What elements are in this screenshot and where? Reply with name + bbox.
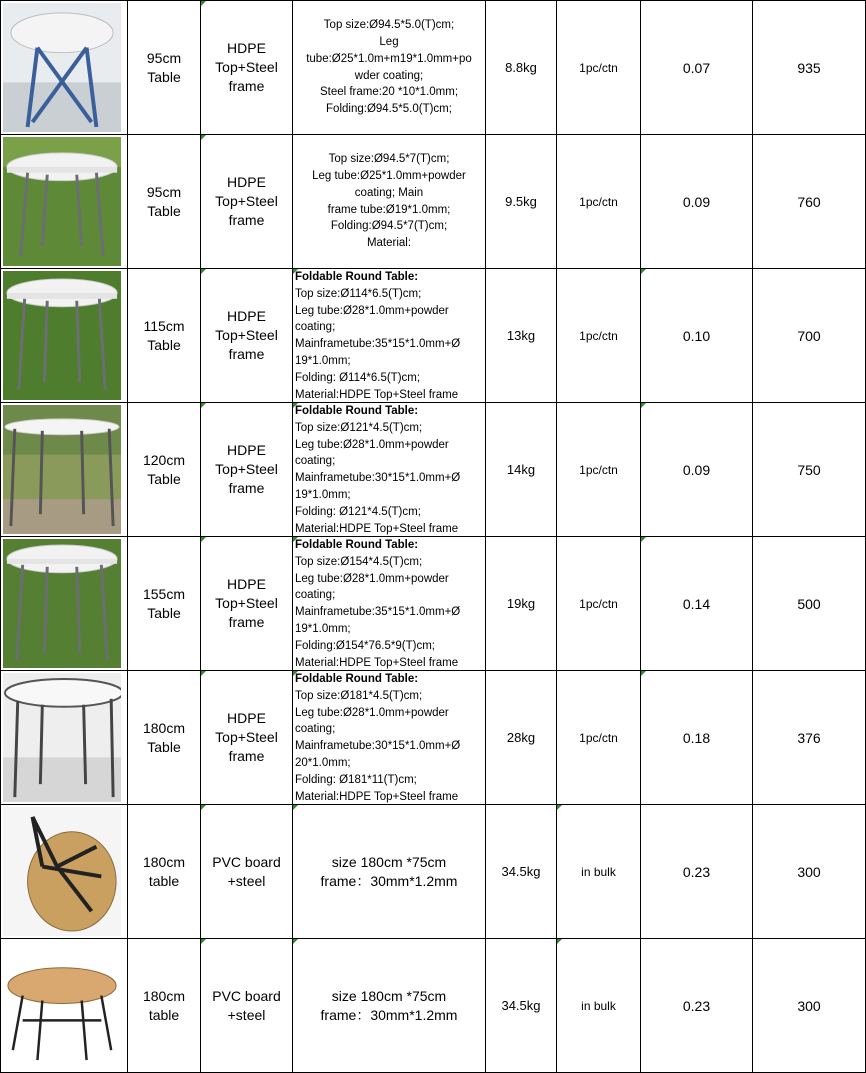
product-name: 180cm Table bbox=[142, 719, 186, 755]
product-name: 95cm Table bbox=[146, 49, 182, 85]
cbm-cell[interactable] bbox=[641, 403, 753, 537]
cbm: 0.09 bbox=[682, 193, 711, 210]
weight-cell[interactable] bbox=[486, 1, 557, 135]
cbm-cell[interactable] bbox=[641, 939, 753, 1073]
product-name-cell[interactable] bbox=[128, 671, 201, 805]
weight-cell[interactable] bbox=[486, 671, 557, 805]
material: PVC board +steel bbox=[212, 853, 281, 889]
weight-cell[interactable] bbox=[486, 135, 557, 269]
quantity-cell[interactable] bbox=[753, 671, 866, 805]
spec-heading: Foldable Round Table: bbox=[295, 271, 419, 283]
weight: 9.5kg bbox=[505, 194, 537, 209]
material-cell[interactable] bbox=[201, 1, 293, 135]
weight: 28kg bbox=[506, 730, 536, 745]
packing-cell[interactable] bbox=[557, 269, 641, 403]
material: HDPE Top+Steel frame bbox=[215, 308, 278, 362]
cbm-cell[interactable] bbox=[641, 135, 753, 269]
spec-cell[interactable] bbox=[293, 403, 486, 537]
cbm: 0.14 bbox=[682, 595, 711, 612]
spec-text: Top size:Ø181*4.5(T)cm; Leg tube:Ø28*1.0mm+powder coating; Mainframetube:30*15*1.0mm+Ø 20*1.0mm; Folding: Ø181*11(T)cm; Material:HDPE Top+Steel frame bbox=[295, 689, 461, 803]
weight-cell[interactable] bbox=[486, 939, 557, 1073]
comment-marker-icon bbox=[293, 939, 298, 944]
table-row bbox=[1, 805, 866, 939]
spec-cell[interactable] bbox=[293, 939, 486, 1073]
table-row bbox=[1, 135, 866, 269]
weight-cell[interactable] bbox=[486, 537, 557, 671]
material: PVC board +steel bbox=[212, 987, 281, 1023]
packing-cell[interactable] bbox=[557, 403, 641, 537]
material-cell[interactable] bbox=[201, 805, 293, 939]
quantity: 750 bbox=[797, 461, 821, 478]
packing-cell[interactable] bbox=[557, 805, 641, 939]
spec-text: Top size:Ø94.5*5.0(T)cm; Leg tube:Ø25*1.0m+m19*1.0mm+po wder coating; Steel frame:20 *10*1.0mm; Folding:Ø94.5*5.0(T)cm; bbox=[306, 19, 472, 116]
spec-cell[interactable] bbox=[293, 135, 486, 269]
photo-cell[interactable] bbox=[1, 537, 128, 671]
spec-cell[interactable] bbox=[293, 1, 486, 135]
product-name: 95cm Table bbox=[146, 183, 182, 219]
cbm: 0.18 bbox=[682, 729, 711, 746]
weight-cell[interactable] bbox=[486, 403, 557, 537]
product-name-cell[interactable] bbox=[128, 269, 201, 403]
packing: 1pc/ctn bbox=[579, 60, 618, 75]
product-name-cell[interactable] bbox=[128, 537, 201, 671]
packing: 1pc/ctn bbox=[579, 730, 618, 745]
packing: 1pc/ctn bbox=[579, 462, 618, 477]
cbm: 0.09 bbox=[682, 461, 711, 478]
material-cell[interactable] bbox=[201, 403, 293, 537]
spec-block bbox=[293, 671, 485, 805]
round-table-on-grass-photo bbox=[3, 271, 121, 400]
spec-text: Top size:Ø121*4.5(T)cm; Leg tube:Ø28*1.0mm+powder coating; Mainframetube:30*15*1.0mm+Ø 19*1.0mm; Folding: Ø121*4.5(T)cm; Material:HDPE Top+Steel frame bbox=[295, 421, 461, 535]
product-name: 115cm Table bbox=[143, 317, 185, 353]
product-name: 120cm Table bbox=[142, 451, 186, 487]
photo-cell[interactable] bbox=[1, 403, 128, 537]
quantity: 500 bbox=[797, 595, 821, 612]
quantity: 935 bbox=[797, 59, 821, 76]
cbm-cell[interactable] bbox=[641, 537, 753, 671]
comment-marker-icon bbox=[201, 939, 206, 944]
table-row bbox=[1, 1, 866, 135]
spec-text: size 180cm *75cm frame：30mm*1.2mm bbox=[320, 853, 458, 889]
table-row bbox=[1, 671, 866, 805]
spec-text: Top size:Ø154*4.5(T)cm; Leg tube:Ø28*1.0mm+powder coating; Mainframetube:35*15*1.0mm+Ø 19*1.0mm; Folding:Ø154*76.5*9(T)cm; Material:HDPE Top+Steel frame bbox=[295, 555, 461, 669]
comment-marker-icon bbox=[201, 537, 206, 542]
packing-cell[interactable] bbox=[557, 1, 641, 135]
spec-heading: Foldable Round Table: bbox=[295, 539, 419, 551]
round-table-on-grass-photo bbox=[3, 539, 121, 668]
table-row bbox=[1, 537, 866, 671]
quantity-cell[interactable] bbox=[753, 537, 866, 671]
quantity: 300 bbox=[797, 863, 821, 880]
packing: in bulk bbox=[581, 998, 616, 1013]
comment-marker-icon bbox=[201, 805, 206, 810]
spec-cell[interactable] bbox=[293, 269, 486, 403]
quantity-cell[interactable] bbox=[753, 403, 866, 537]
comment-marker-icon bbox=[201, 671, 206, 676]
comment-marker-icon bbox=[641, 269, 646, 274]
cbm: 0.23 bbox=[682, 997, 711, 1014]
cbm-cell[interactable] bbox=[641, 805, 753, 939]
comment-marker-icon bbox=[293, 805, 298, 810]
spec-block bbox=[293, 269, 485, 403]
weight: 13kg bbox=[506, 328, 536, 343]
packing-cell[interactable] bbox=[557, 135, 641, 269]
product-name-cell[interactable] bbox=[128, 939, 201, 1073]
packing: 1pc/ctn bbox=[579, 194, 618, 209]
packing-cell[interactable] bbox=[557, 537, 641, 671]
product-name: 155cm Table bbox=[142, 585, 186, 621]
material: HDPE Top+Steel frame bbox=[215, 710, 278, 764]
weight: 34.5kg bbox=[501, 864, 541, 879]
spec-text: size 180cm *75cm frame：30mm*1.2mm bbox=[320, 987, 458, 1023]
product-name: 180cm table bbox=[142, 853, 186, 889]
material-cell[interactable] bbox=[201, 269, 293, 403]
spec-cell[interactable] bbox=[293, 805, 486, 939]
weight-cell[interactable] bbox=[486, 269, 557, 403]
product-name: 180cm table bbox=[142, 987, 186, 1023]
material-cell[interactable] bbox=[201, 671, 293, 805]
large-round-table-indoor-photo bbox=[3, 673, 121, 802]
weight: 19kg bbox=[506, 596, 536, 611]
spec-cell[interactable] bbox=[293, 671, 486, 805]
photo-cell[interactable] bbox=[1, 939, 128, 1073]
quantity-cell[interactable] bbox=[753, 805, 866, 939]
weight: 34.5kg bbox=[501, 998, 541, 1013]
material: HDPE Top+Steel frame bbox=[215, 40, 278, 94]
spec-heading: Foldable Round Table: bbox=[295, 405, 419, 417]
material-cell[interactable] bbox=[201, 939, 293, 1073]
table-row bbox=[1, 269, 866, 403]
spec-block bbox=[293, 537, 485, 671]
cbm: 0.07 bbox=[682, 59, 711, 76]
weight-cell[interactable] bbox=[486, 805, 557, 939]
spec-text: Top size:Ø94.5*7(T)cm; Leg tube:Ø25*1.0mm+powder coating; Main frame tube:Ø19*1.0mm; Folding:Ø94.5*7(T)cm; Material: bbox=[312, 153, 466, 250]
packing: in bulk bbox=[581, 864, 616, 879]
comment-marker-icon bbox=[557, 939, 562, 944]
spec-heading: Foldable Round Table: bbox=[295, 673, 419, 685]
quantity-cell[interactable] bbox=[753, 939, 866, 1073]
comment-marker-icon bbox=[201, 1, 206, 6]
comment-marker-icon bbox=[201, 135, 206, 140]
material: HDPE Top+Steel frame bbox=[215, 442, 278, 496]
spec-text: Top size:Ø114*6.5(T)cm; Leg tube:Ø28*1.0mm+powder coating; Mainframetube:35*15*1.0mm+Ø 19*1.0mm; Folding: Ø114*6.5(T)cm; Material:HDPE Top+Steel frame bbox=[295, 287, 461, 401]
product-name-cell[interactable] bbox=[128, 135, 201, 269]
spec-cell[interactable] bbox=[293, 537, 486, 671]
table-row bbox=[1, 939, 866, 1073]
product-name-cell[interactable] bbox=[128, 403, 201, 537]
cbm-cell[interactable] bbox=[641, 1, 753, 135]
material: HDPE Top+Steel frame bbox=[215, 174, 278, 228]
product-name-cell[interactable] bbox=[128, 805, 201, 939]
quantity-cell[interactable] bbox=[753, 1, 866, 135]
packing: 1pc/ctn bbox=[579, 328, 618, 343]
folded-wooden-round-table-photo bbox=[3, 807, 121, 936]
cbm-cell[interactable] bbox=[641, 671, 753, 805]
quantity-cell[interactable] bbox=[753, 135, 866, 269]
photo-cell[interactable] bbox=[1, 135, 128, 269]
photo-cell[interactable] bbox=[1, 1, 128, 135]
photo-cell[interactable] bbox=[1, 805, 128, 939]
material: HDPE Top+Steel frame bbox=[215, 576, 278, 630]
comment-marker-icon bbox=[201, 403, 206, 408]
comment-marker-icon bbox=[201, 269, 206, 274]
quantity-cell[interactable] bbox=[753, 269, 866, 403]
wooden-round-table-photo bbox=[3, 941, 121, 1070]
packing: 1pc/ctn bbox=[579, 596, 618, 611]
comment-marker-icon bbox=[641, 537, 646, 542]
blue-leg-round-table-photo bbox=[3, 3, 121, 132]
weight: 14kg bbox=[506, 462, 536, 477]
material-cell[interactable] bbox=[201, 135, 293, 269]
table-row bbox=[1, 403, 866, 537]
packing-cell[interactable] bbox=[557, 671, 641, 805]
spec-block bbox=[293, 403, 485, 537]
comment-marker-icon bbox=[641, 403, 646, 408]
material-cell[interactable] bbox=[201, 537, 293, 671]
photo-cell[interactable] bbox=[1, 269, 128, 403]
round-table-on-grass-photo bbox=[3, 137, 121, 266]
comment-marker-icon bbox=[641, 671, 646, 676]
weight: 8.8kg bbox=[505, 60, 537, 75]
cbm: 0.10 bbox=[682, 327, 711, 344]
quantity: 700 bbox=[797, 327, 821, 344]
round-table-in-garden-photo bbox=[3, 405, 121, 534]
quantity: 376 bbox=[797, 729, 821, 746]
cbm: 0.23 bbox=[682, 863, 711, 880]
quantity: 300 bbox=[797, 997, 821, 1014]
photo-cell[interactable] bbox=[1, 671, 128, 805]
product-name-cell[interactable] bbox=[128, 1, 201, 135]
cbm-cell[interactable] bbox=[641, 269, 753, 403]
packing-cell[interactable] bbox=[557, 939, 641, 1073]
quantity: 760 bbox=[797, 193, 821, 210]
comment-marker-icon bbox=[557, 805, 562, 810]
